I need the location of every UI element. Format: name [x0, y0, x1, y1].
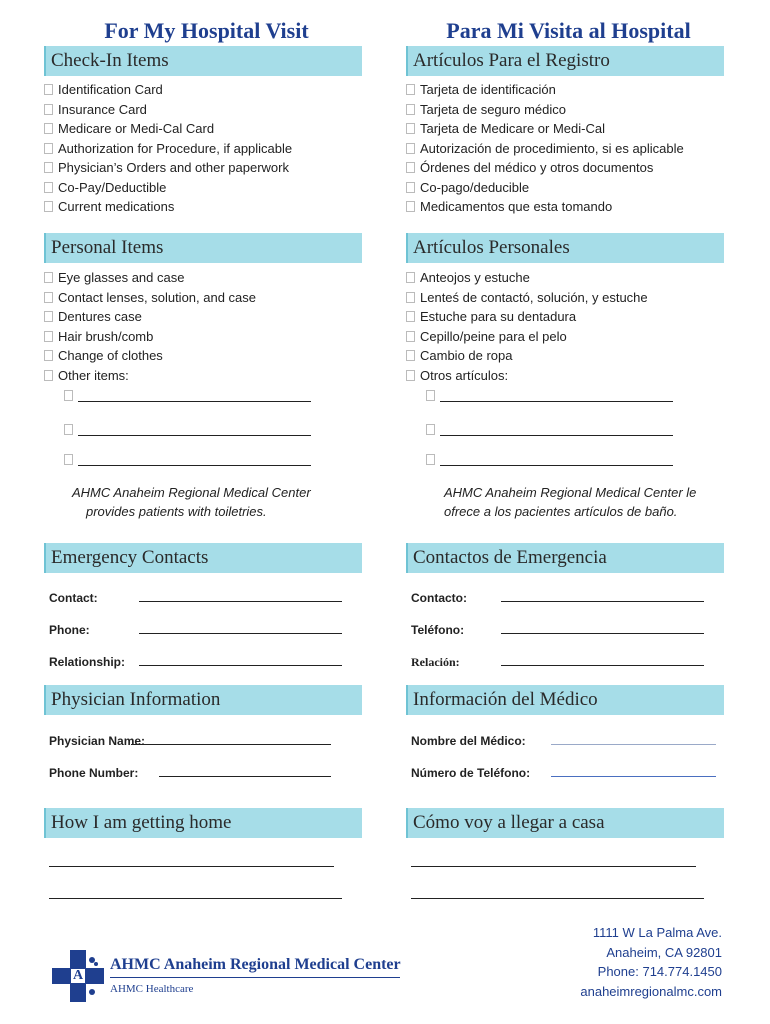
list-item[interactable]: Identification Card	[44, 80, 292, 100]
personal-header: Personal Items	[44, 233, 362, 263]
list-item[interactable]: Cambio de ropa	[406, 346, 648, 366]
physician-header: Physician Information	[44, 685, 362, 715]
logo-letter: A	[72, 968, 84, 983]
logo-divider	[110, 977, 400, 978]
list-item[interactable]: Órdenes del médico y otros documentos	[406, 158, 684, 178]
list-item[interactable]: Medicamentos que esta tomando	[406, 197, 684, 217]
list-item[interactable]: Current medications	[44, 197, 292, 217]
emergency-header: Emergency Contacts	[44, 543, 362, 573]
blank-line[interactable]	[139, 633, 342, 634]
list-item[interactable]: Cepillo/peine para el pelo	[406, 327, 648, 347]
list-item[interactable]: Tarjeta de identificación	[406, 80, 684, 100]
checkin-list	[44, 80, 292, 217]
list-item[interactable]: Other items:	[44, 366, 256, 386]
physician-header-spanish: Información del Médico	[406, 685, 724, 715]
checkbox-icon[interactable]	[426, 454, 435, 465]
blank-line[interactable]	[440, 389, 673, 402]
list-item[interactable]: Anteojos y estuche	[406, 268, 648, 288]
checkbox-icon[interactable]	[64, 390, 73, 401]
physician-phone-field-spanish[interactable]: Número de Teléfono:	[411, 766, 530, 780]
list-item[interactable]: Estuche para su dentadura	[406, 307, 648, 327]
checkbox-icon[interactable]	[44, 84, 53, 95]
physician-name-field-spanish[interactable]: Nombre del Médico:	[411, 734, 526, 748]
list-item[interactable]: Autorización de procedimiento, si es aplicable	[406, 139, 684, 159]
checkbox-icon[interactable]	[426, 390, 435, 401]
emergency-header-spanish: Contactos de Emergencia	[406, 543, 724, 573]
other-item-field[interactable]	[426, 422, 673, 437]
physician-name-field[interactable]: Physician Name:	[49, 734, 145, 748]
relationship-field[interactable]: Relationship:	[49, 655, 125, 669]
checkbox-icon[interactable]	[64, 424, 73, 435]
checkbox-icon[interactable]	[406, 162, 415, 173]
checkin-header: Check-In Items	[44, 46, 362, 76]
checkbox-icon[interactable]	[426, 424, 435, 435]
list-item[interactable]: Authorization for Procedure, if applicable	[44, 139, 292, 159]
contact-field[interactable]: Contact:	[49, 591, 98, 605]
checkbox-icon[interactable]	[44, 143, 53, 154]
list-item[interactable]: Co-Pay/Deductible	[44, 178, 292, 198]
checkbox-icon[interactable]	[44, 292, 53, 303]
blank-line[interactable]	[411, 898, 704, 899]
relationship-field-spanish[interactable]: Relación:	[411, 655, 460, 670]
logo-subtitle: AHMC Healthcare	[110, 983, 194, 995]
list-item[interactable]: Insurance Card	[44, 100, 292, 120]
blank-line[interactable]	[78, 389, 311, 402]
other-item-field[interactable]	[64, 452, 311, 467]
toiletries-note: AHMC Anaheim Regional Medical Center provides patients with toiletries.	[72, 485, 311, 519]
blank-line[interactable]	[551, 776, 716, 777]
other-item-field[interactable]	[64, 388, 311, 403]
list-item[interactable]: Tarjeta de seguro médico	[406, 100, 684, 120]
blank-line[interactable]	[131, 744, 331, 745]
checkbox-icon[interactable]	[44, 201, 53, 212]
personal-list-spanish	[406, 268, 648, 385]
blank-line[interactable]	[159, 776, 331, 777]
checkbox-icon[interactable]	[44, 104, 53, 115]
checkbox-icon[interactable]	[406, 331, 415, 342]
checkbox-icon[interactable]	[44, 123, 53, 134]
blank-line[interactable]	[501, 633, 704, 634]
contact-field-spanish[interactable]: Contacto:	[411, 591, 467, 605]
phone-field[interactable]: Phone:	[49, 623, 90, 637]
other-item-field[interactable]	[426, 452, 673, 467]
checkin-list-spanish	[406, 80, 684, 217]
home-header: How I am getting home	[44, 808, 362, 838]
checkbox-icon[interactable]	[406, 272, 415, 283]
other-item-field[interactable]	[64, 422, 311, 437]
checkbox-icon[interactable]	[44, 350, 53, 361]
checkin-header-spanish: Artículos Para el Registro	[406, 46, 724, 76]
checkbox-icon[interactable]	[406, 104, 415, 115]
website-link[interactable]: anaheimregionalmc.com	[580, 983, 722, 999]
other-item-field[interactable]	[426, 388, 673, 403]
blank-line[interactable]	[78, 423, 311, 436]
checkbox-icon[interactable]	[44, 162, 53, 173]
checkbox-icon[interactable]	[406, 292, 415, 303]
address-block: 1111 W La Palma Ave. Anaheim, CA 92801 Phone: 714.774.1450 anaheimregionalmc.com	[580, 923, 722, 1001]
checkbox-icon[interactable]	[406, 350, 415, 361]
checkbox-icon[interactable]	[406, 84, 415, 95]
blank-line[interactable]	[78, 453, 311, 466]
blank-line[interactable]	[440, 453, 673, 466]
checkbox-icon[interactable]	[44, 331, 53, 342]
list-item[interactable]: Dentures case	[44, 307, 256, 327]
blank-line[interactable]	[139, 601, 342, 602]
physician-phone-field[interactable]: Phone Number:	[49, 766, 138, 780]
list-item[interactable]: Contact lenses, solution, and case	[44, 288, 256, 308]
ahmc-cross-logo-icon	[52, 950, 104, 1002]
page-title: For My Hospital Visit	[104, 18, 309, 43]
checkbox-icon[interactable]	[44, 272, 53, 283]
list-item[interactable]: Physician’s Orders and other paperwork	[44, 158, 292, 178]
list-item[interactable]: Eye glasses and case	[44, 268, 256, 288]
page-title-spanish: Para Mi Visita al Hospital	[446, 18, 691, 43]
logo-name: AHMC Anaheim Regional Medical Center	[110, 956, 401, 973]
blank-line[interactable]	[501, 601, 704, 602]
checkbox-icon[interactable]	[406, 123, 415, 134]
blank-line[interactable]	[49, 898, 342, 899]
checkbox-icon[interactable]	[64, 454, 73, 465]
list-item[interactable]: Otros artículos:	[406, 366, 648, 386]
list-item[interactable]: Hair brush/comb	[44, 327, 256, 347]
list-item[interactable]: Co-pago/deducible	[406, 178, 684, 198]
personal-header-spanish: Artículos Personales	[406, 233, 724, 263]
list-item[interactable]: Lenteś de contactó, solución, y estuche	[406, 288, 648, 308]
personal-list	[44, 268, 256, 385]
blank-line[interactable]	[440, 423, 673, 436]
blank-line[interactable]	[551, 744, 716, 745]
blank-line[interactable]	[411, 866, 696, 867]
blank-line[interactable]	[49, 866, 334, 867]
list-item[interactable]: Tarjeta de Medicare or Medi-Cal	[406, 119, 684, 139]
checkbox-icon[interactable]	[406, 370, 415, 381]
list-item[interactable]: Medicare or Medi-Cal Card	[44, 119, 292, 139]
list-item[interactable]: Change of clothes	[44, 346, 256, 366]
checkbox-icon[interactable]	[44, 370, 53, 381]
checkbox-icon[interactable]	[406, 201, 415, 212]
checkbox-icon[interactable]	[44, 182, 53, 193]
checkbox-icon[interactable]	[44, 311, 53, 322]
toiletries-note-spanish: AHMC Anaheim Regional Medical Center le ofrece a los pacientes artículos de baño.	[444, 485, 697, 519]
home-header-spanish: Cómo voy a llegar a casa	[406, 808, 724, 838]
checkbox-icon[interactable]	[406, 143, 415, 154]
blank-line[interactable]	[501, 665, 704, 666]
checkbox-icon[interactable]	[406, 311, 415, 322]
checkbox-icon[interactable]	[406, 182, 415, 193]
blank-line[interactable]	[139, 665, 342, 666]
phone-field-spanish[interactable]: Teléfono:	[411, 623, 464, 637]
